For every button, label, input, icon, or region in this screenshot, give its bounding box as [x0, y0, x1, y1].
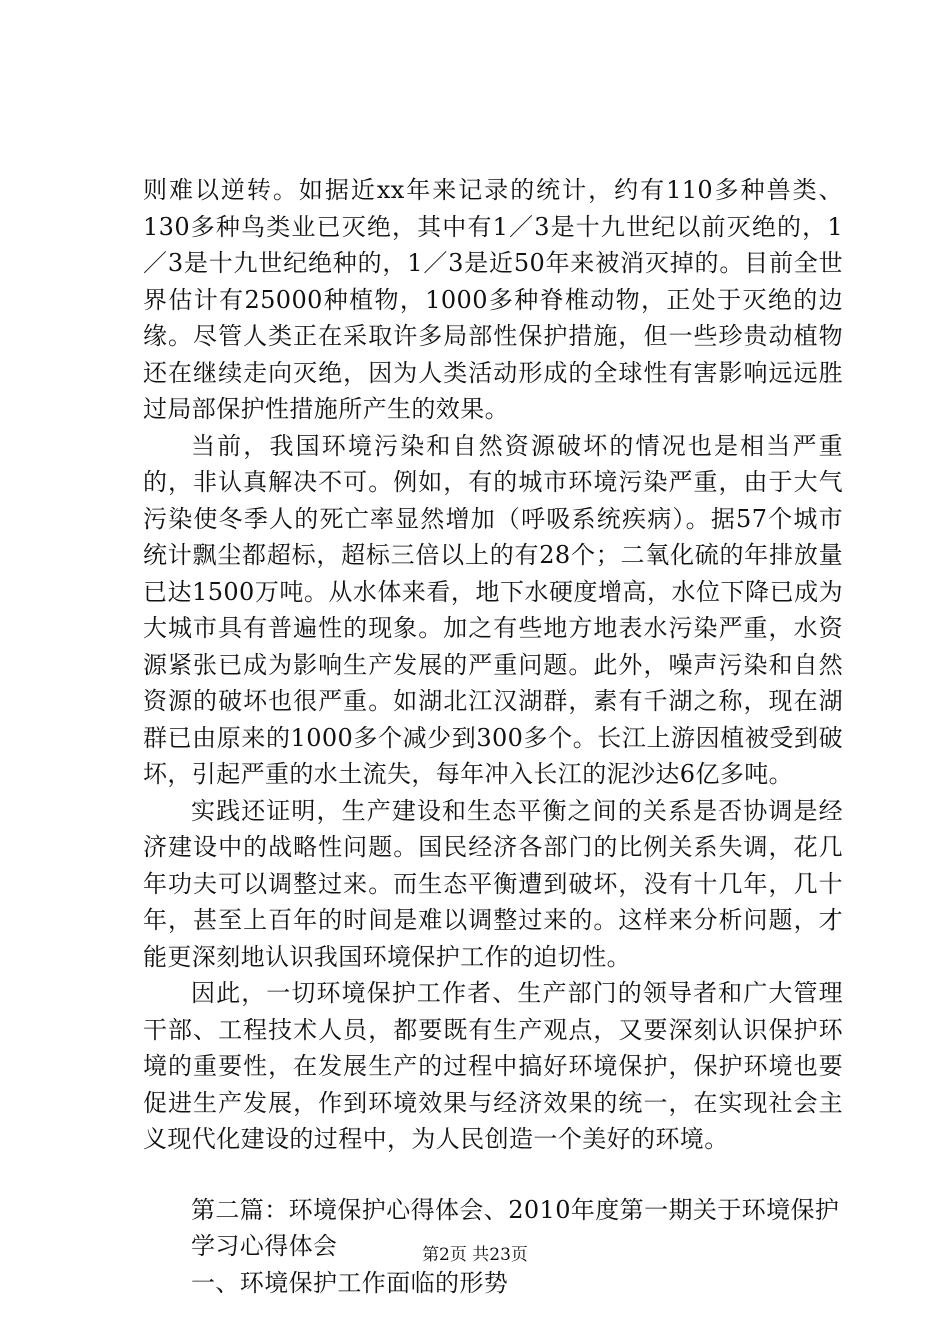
subheading: 一、环境保护工作面临的形势: [191, 1268, 509, 1297]
paragraph-current-situation: 当前，我国环境污染和自然资源破坏的情况也是相当严重的，非认真解决不可。例如，有的城市环境污染严重，由于大气污染使冬季人的死亡率显然增加（呼吸系统疾病）。据57个城市统计飘尘都超标，超标三倍以上的有28个；二氧化硫的年排放量已达1500万吨。从水体来看，地下水硬度增高，水位下降已成为大城市具有普遍性的现象。加之有些地方地表水污染严重，水资源紧张已成为影响生产发展的严重问题。此外，噪声污染和自然资源的破坏也很严重。如湖北江汉湖群，素有千湖之称，现在湖群已由原来的1000多个减少到300多个。长江上游因植被受到破坏，引起严重的水土流失，每年冲入长江的泥沙达6亿多吨。: [143, 431, 843, 788]
page-number-footer: 第2页 共23页: [422, 1245, 528, 1265]
paragraph-continuation: 则难以逆转。如据近xx年来记录的统计，约有110多种兽类、130多种鸟类业已灭绝，其中有1／3是十九世纪以前灭绝的，1／3是十九世纪绝种的，1／3是近50年来被消灭掉的。目前全世界估计有25000种植物，1000多种脊椎动物，正处于灭绝的边缘。尽管人类正在采取许多局部性保护措施，但一些珍贵动植物还在继续走向灭绝，因为人类活动形成的全球性有害影响远远胜过局部保护性措施所产生的效果。: [143, 176, 843, 423]
paragraph-practice-proves: 实践还证明，生产建设和生态平衡之间的关系是否协调是经济建设中的战略性问题。国民经济各部门的比例关系失调，花几年功夫可以调整过来。而生态平衡遭到破坏，没有十几年，几十年，甚至上百年的时间是难以调整过来的。这样来分析问题，才能更深刻地认识我国环境保护工作的迫切性。: [143, 796, 843, 971]
section-heading: 第二篇：环境保护心得体会、2010年度第一期关于环境保护: [191, 1195, 840, 1224]
section-heading-line2: 学习心得体会: [191, 1232, 338, 1260]
paragraph-therefore: 因此，一切环境保护工作者、生产部门的领导者和广大管理干部、工程技术人员，都要既有生产观点，又要深刻认识保护环境的重要性，在发展生产的过程中搞好环境保护，保护环境也要促进生产发展，作到环境效果与经济效果的统一，在实现社会主义现代化建设的过程中，为人民创造一个美好的环境。: [143, 979, 843, 1153]
document-body: [143, 172, 843, 1301]
